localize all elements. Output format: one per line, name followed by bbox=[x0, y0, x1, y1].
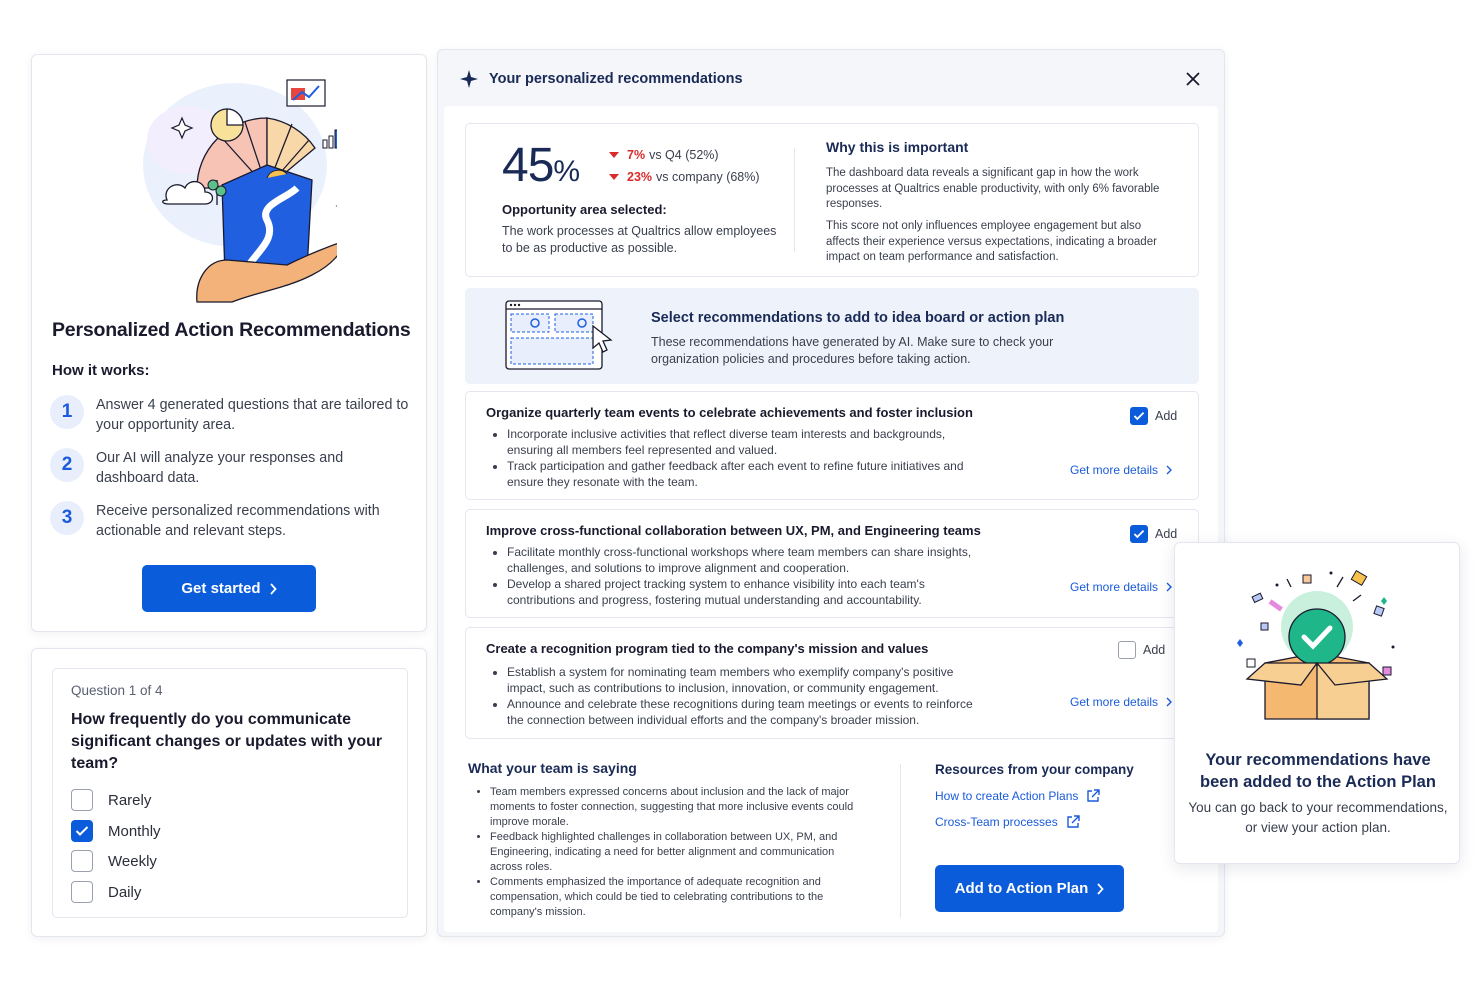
bullet: • Incorporate inclusive activities that reflect diverse team interests and backgrounds, ensuring all members feel represented and valued. bbox=[507, 426, 987, 458]
checkmark-icon bbox=[75, 825, 89, 837]
step-1 bbox=[50, 395, 410, 435]
intro-card bbox=[31, 54, 427, 632]
close-icon[interactable] bbox=[1184, 70, 1202, 88]
delta-vs-company: 23% vs company (68%) bbox=[609, 170, 760, 184]
hand-mountain-illustration bbox=[127, 70, 337, 305]
external-link-icon bbox=[1086, 789, 1100, 803]
option-label: Monthly bbox=[108, 822, 161, 840]
bullet: • Track participation and gather feedback after each event to refine future initiatives and ensure they resonate with the team. bbox=[507, 458, 987, 490]
bullet: • Develop a shared project tracking system to enhance visibility into each team's contributions and progress, fostering mutual understanding and accountability. bbox=[507, 576, 987, 608]
checkmark-icon bbox=[1133, 411, 1145, 421]
option-label: Weekly bbox=[108, 852, 157, 870]
question-text: How frequently do you communicate significant changes or updates with your team? bbox=[71, 711, 383, 772]
divider bbox=[900, 764, 901, 918]
bullet: • Feedback highlighted challenges in collaboration between UX, PM, and Engineering, indicating a need for better alignment and communication across roles. bbox=[490, 830, 868, 875]
question-counter: Question 1 of 4 bbox=[71, 683, 163, 698]
step-text: Receive personalized recommendations with actionable and relevant steps. bbox=[96, 503, 380, 539]
step-text: Our AI will analyze your responses and dashboard data. bbox=[96, 450, 344, 486]
step-text: Answer 4 generated questions that are tailored to your opportunity area. bbox=[96, 397, 409, 433]
get-more-details-link[interactable]: Get more details bbox=[1070, 695, 1172, 709]
step-number: 2 bbox=[50, 448, 84, 482]
panel-title: Your personalized recommendations bbox=[489, 71, 743, 87]
chevron-right-icon bbox=[269, 583, 277, 595]
opportunity-stat-box bbox=[465, 123, 1199, 277]
get-started-button[interactable] bbox=[142, 565, 316, 612]
option-daily[interactable] bbox=[71, 881, 141, 903]
checkbox[interactable] bbox=[71, 850, 93, 872]
add-to-action-plan-label: Add to Action Plan bbox=[954, 880, 1089, 897]
checkbox[interactable] bbox=[1118, 641, 1136, 659]
panel-body bbox=[444, 106, 1218, 932]
bullet: • Facilitate monthly cross-functional workshops where team members can share insights, challenges, and solutions to improve alignment and cooperation. bbox=[507, 544, 987, 576]
team-feedback-section bbox=[468, 760, 883, 920]
recommendation-title: Improve cross-functional collaboration between UX, PM, and Engineering teams bbox=[486, 523, 981, 538]
checkbox[interactable] bbox=[71, 789, 93, 811]
triangle-down-icon bbox=[609, 152, 619, 158]
get-more-details-link[interactable]: Get more details bbox=[1070, 463, 1172, 477]
resource-link-cross-team[interactable]: Cross-Team processes bbox=[935, 815, 1080, 829]
bullet: • Team members expressed concerns about inclusion and the lack of major moments to foster connection, suggesting that more inclusive events could improve morale. bbox=[490, 785, 868, 830]
recommendation-bullets bbox=[507, 664, 987, 728]
checkbox-checked[interactable] bbox=[71, 820, 93, 842]
option-monthly[interactable] bbox=[71, 820, 161, 842]
resource-link-action-plans[interactable]: How to create Action Plans bbox=[935, 789, 1100, 803]
team-feedback-title: What your team is saying bbox=[468, 760, 637, 776]
select-title: Select recommendations to add to idea board or action plan bbox=[651, 310, 1065, 326]
confirmation-card bbox=[1174, 542, 1460, 864]
question-card bbox=[31, 648, 427, 937]
chevron-right-icon bbox=[1166, 582, 1172, 592]
add-to-action-plan-button[interactable] bbox=[935, 865, 1124, 912]
opportunity-label: Opportunity area selected: bbox=[502, 202, 667, 217]
favorable-percentage: 45% bbox=[502, 139, 580, 192]
add-label: Add bbox=[1155, 409, 1178, 423]
dashboard-cursor-illustration bbox=[505, 300, 617, 372]
external-link-icon bbox=[1066, 815, 1080, 829]
option-weekly[interactable] bbox=[71, 850, 157, 872]
chevron-right-icon bbox=[1166, 465, 1172, 475]
recommendation-title: Organize quarterly team events to celebrate achievements and foster inclusion bbox=[486, 405, 973, 420]
how-it-works-label: How it works: bbox=[52, 362, 150, 379]
bullet: • Establish a system for nominating team members who exemplify company's positive impact, such as contributions to inclusion, innovation, or community engagement. bbox=[507, 664, 987, 696]
recommendation-card bbox=[465, 509, 1199, 618]
step-3 bbox=[50, 501, 410, 541]
checkbox[interactable] bbox=[71, 881, 93, 903]
step-2 bbox=[50, 448, 410, 488]
step-number: 1 bbox=[50, 395, 84, 429]
confirmation-description: You can go back to your recommendations, or view your action plan. bbox=[1188, 800, 1448, 835]
step-number: 3 bbox=[50, 501, 84, 535]
bullet: • Announce and celebrate these recognitions during team meetings or events to reinforce the connection between individual efforts and the company's broader mission. bbox=[507, 696, 987, 728]
why-important-title: Why this is important bbox=[826, 139, 969, 155]
opportunity-text: The work processes at Qualtrics allow employees to be as productive as possible. bbox=[502, 224, 777, 255]
add-toggle[interactable] bbox=[1130, 407, 1177, 425]
get-more-details-link[interactable]: Get more details bbox=[1070, 580, 1172, 594]
why-paragraph-1: The dashboard data reveals a significant gap in how the work processes at Qualtrics enable productivity, with only 6% favorable responses. bbox=[826, 167, 1160, 210]
add-toggle[interactable] bbox=[1118, 641, 1165, 659]
divider bbox=[794, 148, 795, 252]
recommendation-card bbox=[465, 391, 1199, 500]
resources-title: Resources from your company bbox=[935, 762, 1134, 777]
get-started-label: Get started bbox=[181, 580, 261, 597]
select-recommendations-banner bbox=[465, 288, 1199, 384]
checkmark-icon bbox=[1133, 529, 1145, 539]
confirmation-title: Your recommendations have been added to the Action Plan bbox=[1200, 751, 1436, 791]
team-feedback-bullets bbox=[468, 785, 868, 920]
recommendation-bullets bbox=[507, 544, 987, 608]
recommendation-bullets bbox=[507, 426, 987, 490]
checkbox-checked[interactable] bbox=[1130, 407, 1148, 425]
option-label: Daily bbox=[108, 883, 142, 901]
select-description: These recommendations have generated by AI. Make sure to check your organization policies and procedures before taking action. bbox=[651, 335, 1054, 366]
add-label: Add bbox=[1143, 643, 1166, 657]
triangle-down-icon bbox=[609, 174, 619, 180]
delta-vs-q4: 7% vs Q4 (52%) bbox=[609, 148, 719, 162]
gift-box-checkmark-illustration bbox=[1233, 567, 1403, 727]
sparkle-icon bbox=[460, 70, 478, 88]
chevron-right-icon bbox=[1166, 697, 1172, 707]
question-inner bbox=[52, 668, 408, 918]
recommendation-card bbox=[465, 627, 1199, 739]
checkbox-checked[interactable] bbox=[1130, 525, 1148, 543]
panel-header bbox=[438, 50, 1224, 106]
recommendation-title: Create a recognition program tied to the company's mission and values bbox=[486, 641, 929, 656]
option-rarely[interactable] bbox=[71, 789, 151, 811]
bullet: • Comments emphasized the importance of adequate recognition and compensation, which could be tied to celebrating contributions to the company's mission. bbox=[490, 875, 868, 920]
why-paragraph-2: This score not only influences employee engagement but also affects their experience versus expectations, indicating a broader impact on team performance and satisfaction. bbox=[826, 220, 1157, 263]
add-toggle[interactable] bbox=[1130, 525, 1177, 543]
recommendations-panel bbox=[437, 49, 1225, 937]
intro-title: Personalized Action Recommendations bbox=[52, 319, 411, 341]
option-label: Rarely bbox=[108, 791, 152, 809]
add-label: Add bbox=[1155, 527, 1178, 541]
chevron-right-icon bbox=[1096, 883, 1104, 895]
